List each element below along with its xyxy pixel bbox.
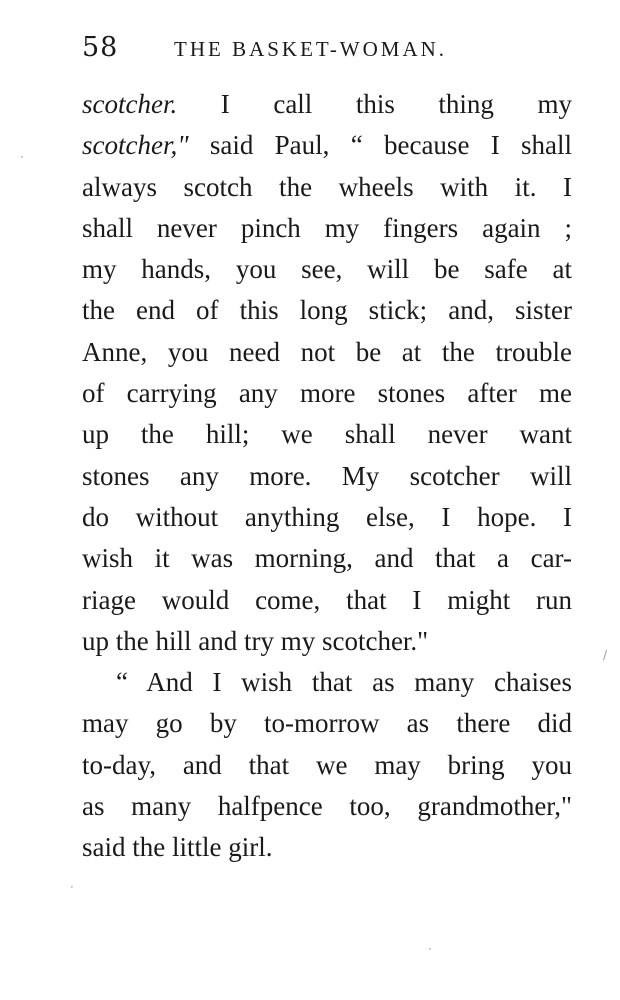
text-line: may go by to-morrow as there did [82,708,572,739]
text-line: scotcher," said Paul, “ because I shall [82,130,572,161]
text-line: shall never pinch my fingers again ; [82,212,572,243]
text-line: scotcher. I call this thing my [82,89,572,119]
print-speck: / [603,648,608,662]
text-line: wish it was morning, and that a car- [82,543,572,574]
text-line: riage would come, that I might run [82,584,572,615]
print-speck: · [70,880,74,894]
text-line: Anne, you need not be at the trouble [82,336,572,367]
page-number: 58 [82,32,119,63]
page-header [82,30,582,70]
print-speck: · [20,150,24,164]
text-line: “ And I wish that as many chaises [116,667,572,698]
italic-word: scotcher. [82,89,178,119]
text-line: of carrying any more stones after me [82,378,572,409]
text-line: up the hill; we shall never want [82,419,572,450]
running-title: THE BASKET-WOMAN. [174,37,448,61]
print-speck: · [428,942,432,956]
text-line: said the little girl. [82,832,273,863]
text-line: as many halfpence too, grandmother," [82,791,572,822]
text-line: my hands, you see, will be safe at [82,254,572,285]
text-line: stones any more. My scotcher will [82,460,572,491]
text-line: the end of this long stick; and, sister [82,295,572,326]
text-line: do without anything else, I hope. I [82,501,572,532]
body-text [82,84,572,869]
italic-word: scotcher," [82,130,189,161]
text-line: up the hill and try my scotcher." [82,625,429,656]
text-line: always scotch the wheels with it. I [82,171,572,202]
text-line: to-day, and that we may bring you [82,749,572,780]
